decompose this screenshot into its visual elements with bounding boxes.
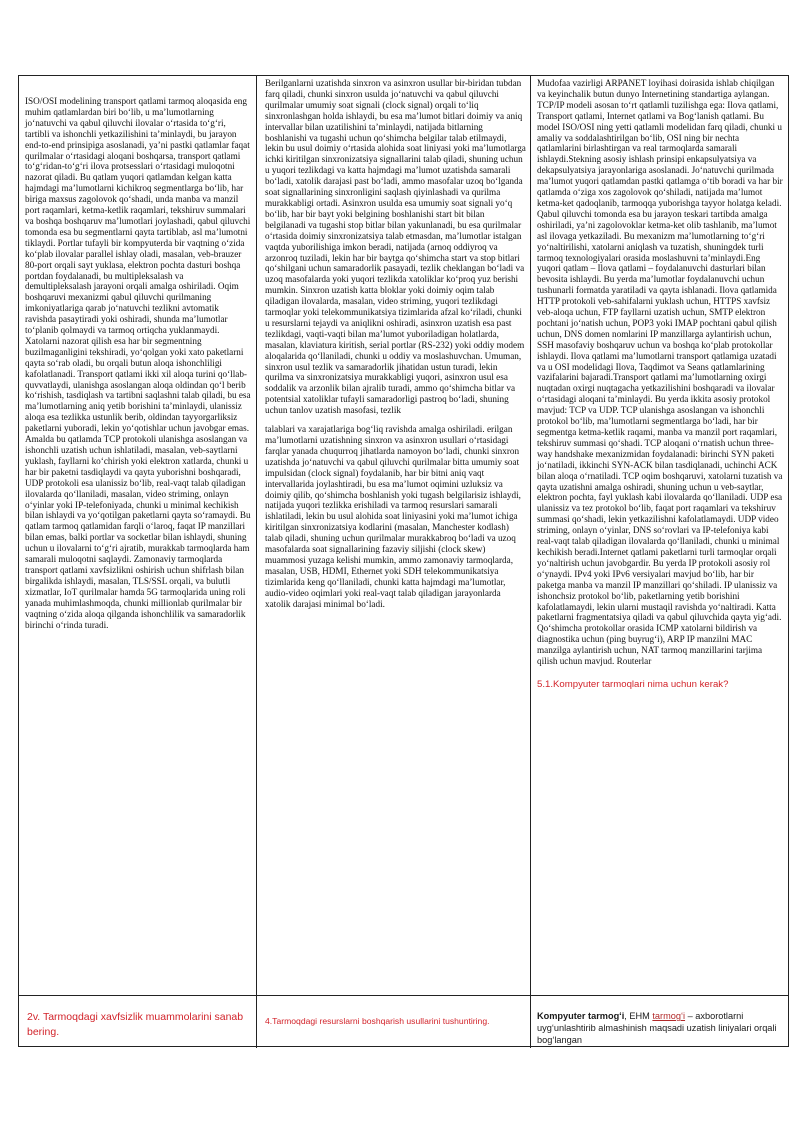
- column-2-text-cell: [257, 76, 531, 996]
- column-1-text-cell: [19, 76, 257, 996]
- sync-async-paragraph-2: talablari va xarajatlariga bogʻliq ravishda amalga oshiriladi. erilgan maʼlumotlarni uzatishning sinxron va asinxron usullari oʻrtasidagi farqlar yanada chuqurroq jihatlarda namoyon boʻladi, chunki sinxron uzatishda joʻnatuvchi va qabul qiluvchi qurilmalar bitta umumiy soat impulsidan (clock signal) foydalanib, har bir bitni aniq vaqt intervallarida joylashtiradi, bu esa maʼlumot oqimini uzluksiz va doimiy qilib, qoʻshimcha boshlanish yoki tugash belgilarisiz ishlaydi, natijada yuqori tezlikka erishiladi va tarmoq resurslari samarali ishlatiladi, lekin bu usul alohida soat liniyasini yoki maʼlumot ichiga kiritilgan sinxronizatsiya kodlarini (masalan, Manchester kodlash) talab qiladi, shuning uchun qurilmalar murakkabroq boʻladi va uzoq masofalarda soat signallarining fazaviy siljishi (clock skew) muammosi yuzaga kelishi mumkin, ammo zamonaviy tarmoqlarda, masalan, USB, HDMI, Ethernet yoki SDH telekommunikatsiya tizimlarida keng qoʻllaniladi, chunki katta hajmdagi maʼlumotlar, audio-video oqimlari yoki real-vaqt talab qiladigan jarayonlarda xatolik darajasi minimal boʻladi.: [265, 424, 521, 609]
- column-3-text-cell: [531, 76, 788, 996]
- answer-sheet-table: [18, 75, 789, 1047]
- question-2-cell: [19, 996, 257, 1048]
- answer-5-1: [531, 996, 788, 1047]
- answer-5-1-cell: [531, 996, 788, 1048]
- answer-mid: , EHM: [624, 1011, 653, 1021]
- answer-rest: – axborotlarni uygʻunlashtirib almashinish maqsadi uzatish liniyalari orqali bogʻlangan: [537, 1011, 777, 1046]
- question-2: 2v. Tarmoqdagi xavfsizlik muammolarini sanab bering.: [27, 1011, 244, 1038]
- answer-term: Kompyuter tarmogʻi: [537, 1011, 625, 1021]
- sync-async-paragraph-1: Berilganlarni uzatishda sinxron va asinxron usullar bir-biridan tubdan farq qiladi, chunki sinxron usulda joʻnatuvchi va qabul qiluvchi qurilmalar umumiy soat signali (clock signal) orqali toʻliq sinxronlashgan holda ishlaydi, bu esa maʼlumot bitlari doimiy va aniq intervallar bilan uzatilishini taʼminlaydi, natijada bitlarning boshlanishi va tugashi uchun qoʻshimcha belgilar talab etilmaydi, lekin bu usul doimiy oʻrtasida alohida soat liniyasi yoki maʼlumotlarga ichki kiritilgan sinxronizatsiya signallarini talab qiladi, shuning uchun u yuqori tezlikdagi va katta hajmdagi maʼlumot uzatishda samarali boʻladi, xatolik darajasi past boʻladi, ammo masofalar uzoq boʻlganda soat signallarining sinxronligini saqlash qiyinlashadi va qurilma murakkabligi ortadi. Asinxron usulda esa umumiy soat signali yoʻq boʻlib, har bir bayt yoki belgining boshlanishi start bit bilan belgilanadi va tugashi stop bitlar bilan yakunlanadi, bu esa qurilmalar oʻrtasida doimiy sinxronizatsiya talab etmasdan, maʼlumotlar istalgan vaqtda yuborilishiga imkon beradi, natijada (arnoq oddiyroq va arzonroq tuziladi, lekin har bir baytga qoʻshimcha start va stop bitlari qoʻshilgani uchun samaradorlik pasayadi, tezlik cheklangan boʻladi va uzoq masofalarda yoki yuqori tezlikda xatoliklar koʻproq yuz berishi mumkin. Sinxron uzatish katta bloklar yoki doimiy oqim talab qiladigan ilovalarda, masalan, video striming, yuqori tezlikdagi tarmoqlar yoki telekommunikatsiya tizimlarida afzal koʻriladi, chunki u resurslarni tejaydi va aniqlikni oshiradi, asinxron uzatish esa past tezlikdagi, vaqti-vaqti bilan maʼlumot yuboriladigan holatlarda, masalan, klaviatura kiritish, serial portlar (RS-232) yoki oddiy modem aloqalarida qoʻllaniladi, chunki u oddiy va moslashuvchan. Umuman, sinxron usul tezlik va samaradorlik jihatidan ustun turadi, lekin qurilma va sinxronizatsiya murakkabligi yuqori, asinxron usul esa soddalik va arzonlik bilan ajralib turadi, ammo qoʻshimcha bitlar va potentsial xatoliklar tufayli samaradorligi pastroq boʻladi, shuning uchun tanlov uzatish masofasi, tezlik: [265, 78, 526, 416]
- tcp-ip-paragraph: Mudofaa vazirligi ARPANET loyihasi doirasida ishlab chiqilgan va keyinchalik butun dunyo Internetining standartiga aylangan. TCP/IP modeli asosan toʻrt qatlamli tuzilishga ega: Ilova qatlami, Transport qatlami, Internet qatlami va Bogʻlanish qatlami. Bu model ISO/OSI ning yetti qatlamli modelidan farq qiladi, chunki u amaliy va soddalashtirilgan boʻlib, OSI ning bir nechta qatlamlarini birlashtirgan va real tarmoqlarda samarali ishlaydi.Stekning asosiy ishlash prinsipi enkapsulyatsiya va dekapsulyatsiya jarayonlariga asoslanadi. Joʻnatuvchi qurilmada maʼlumot yuqori qatlamdan pastki qatlamga oʻtib boradi va har bir qatlamda oʻziga xos zagolovok qoʻshiladi, natijada maʼlumot ketma-ket qadoqlanib, tarmoqqa yuborishga tayyor holatga keladi. Qabul qiluvchi tomonda esa bu jarayon teskari tartibda amalga oshiriladi, yaʼni zagolovoklar ketma-ket olib tashlanib, maʼlumot asl ilovaga yetkaziladi. Bu mexanizm maʼlumotlarning toʻgʻri yoʻnaltirilishi, xatolarni aniqlash va tuzatish, shuningdek turli tarmoq texnologiyalari orasida moslashuvni taʼminlaydi.Eng yuqori qatlam – Ilova qatlami – foydalanuvchi dasturlari bilan bevosita ishlaydi. Bu yerda maʼlumotlar foydalanuvchi uchun tushunarli formatda yaratiladi va qayta ishlanadi. Ilova qatlamida HTTP protokoli veb-sahifalarni yuklash uchun, HTTPS xavfsiz veb-aloqa uchun, FTP fayllarni uzatish uchun, SMTP elektron pochtani joʻnatish uchun, POP3 yoki IMAP pochtani qabul qilish uchun, DNS domen nomlarini IP manzillarga aylantirish uchun, SSH masofaviy boshqaruv uchun va boshqa koʻplab protokollar ishlaydi. Ilova qatlami maʼlumotlarni transport qatlamiga uzatadi va u OSI modelidagi Ilova, Taqdimot va Seans qatlamlarining vazifalarini bajaradi.Transport qatlami maʼlumotlarning oxirgi nuqtadan oxirgi nuqtagacha yetkazilishini boshqaradi va ilovalar oʻrtasidagi aloqani taʼminlaydi. Bu yerda ikkita asosiy protokol mavjud: TCP va UDP. TCP ulanishga asoslangan va ishonchli protokol boʻlib, maʼlumotlarni segmentlarga boʻladi, har bir segmentga ketma-ketlik raqami, manba va manzil port raqamlari, tekshiruv summasi qoʻshadi. TCP aloqani oʻrnatish uchun three-way handshake mexanizmidan foydalanadi: birinchi SYN paketi joʻnatiladi, ikkinchi SYN-ACK bilan tasdiqlanadi, uchinchi ACK bilan aloqa oʻrnatiladi. TCP oqim boshqaruvi, xatolarni tuzatish va qayta uzatishni amalga oshiradi, shuning uchun u veb-saytlar, elektron pochta, fayl yuklash kabi ilovalarda qoʻllaniladi. UDP esa ulanissiz va tez protokol boʻlib, faqat port raqamlari va tekshiruv summasi qoʻshadi, lekin yetkazilishni kafolatlamaydi. UDP video striming, onlayn oʻyinlar, DNS soʻrovlari va IP-telefoniya kabi real-vaqt talab qiladigan ilovalarda qoʻllaniladi, chunki u minimal kechikish beradi.Internet qatlami paketlarni turli tarmoqlar orqali yoʻnaltirish uchun javobgardir. Bu yerda IP protokoli asosiy rol oʻynaydi. IPv4 yoki IPv6 versiyalari mavjud boʻlib, har bir paketga manba va manzil IP manzillari qoʻshiladi. IP ulanissiz va ishonchsiz protokol boʻlib, paketlarning yetib borishini kafolatlamaydi, lekin ularni mustaqil ravishda yoʻnaltiradi. Katta paketlarni fragmentatsiya qiladi va qabul qiluvchida qayta yigʻadi. Qoʻshimcha protokollar orasida ICMP xatolarni bildirish va diagnostika uchun (ping buyrugʻi), ARP IP manzilni MAC manzilga aylantirish uchun, NAT tarmoq manzillarini tarjima qilish uchun mavjud. Routerlar: [537, 78, 783, 667]
- answer-link[interactable]: tarmogʻi: [652, 1011, 686, 1021]
- question-4: 4.Tarmoqdagi resurslarni boshqarish usullarini tushuntiring.: [265, 1016, 490, 1026]
- transport-layer-paragraph: ISO/OSI modelining transport qatlami tarmoq aloqasida eng muhim qatlamlardan biri boʻlib, u maʼlumotlarning joʻnatuvchi va qabul qiluvchi ilovalar oʻrtasida toʻgʻri, tartibli va ishonchli yetkazilishini taʼminlaydi, bu jarayon end-to-end prinsipiga asoslanadi, yaʼni pastki qatlamlar faqat qurilmalar oʻrtasidagi aloqani boshqarsa, transport qatlami toʻgʻridan-toʻgʻri ilova protsesslari oʻrtasidagi muloqotni nazorat qiladi. Bu qatlam yuqori qatlamdan kelgan katta hajmdagi maʼlumotlarni kichikroq segmentlarga boʻlib, har biriga maxsus zagolovok qoʻshadi, unda manba va manzil port raqamlari, ketma-ketlik raqamlari, tekshiruv summalari va boshqa boshqaruv maʼlumotlari joylashadi, qabul qiluvchi tomonda esa bu segmentlarni qayta tartiblab, asl maʼlumotni tiklaydi. Portlar tufayli bir kompyuterda bir vaqtning oʻzida koʻplab ilovalar parallel ishlay oladi, masalan, veb-brauzer 80-port orqali sayt yuklasa, elektron pochta dasturi boshqa portdan foydalanadi, bu multipleksalash va demultipleksalash jarayoni orqali amalga oshiriladi. Oqim boshqaruvi mexanizmi qabul qiluvchi qurilmaning imkoniyatlariga qarab joʻnatuvchi tezlikni avtomatik ravishda pasaytiradi yoki oshiradi, shunda maʼlumotlar toʻplanib qolmaydi va tarmoq ortiqcha yuklanmaydi. Xatolarni nazorat qilish esa har bir segmentning buzilmaganligini tekshiradi, yoʻqolgan yoki xato paketlarni qayta soʻrab oladi, bu orqali butun aloqa ishonchliligi kafolatlanadi. Transport qatlami ikki xil aloqa turini qoʻllab-quvvatlaydi, ulanishga asoslangan aloqa oldindan qoʻl berib koʻrishish, tasdiqlash va tartibni saqlashni talab qiladi, bu esa maʼlumotlarning aniq yetib borishini taʼminlaydi, ulanissiz aloqa esa tezlikka ustunlik berib, oldindan tayyorgarliksiz paketlarni yuboradi, lekin yoʻqotishlar uchun javobgar emas. Amalda bu qatlamda TCP protokoli ulanishga asoslangan va ishonchli uzatish uchun ishlatiladi, masalan, veb-saytlarni yuklash, fayllarni koʻchirish yoki elektron xatlarda, chunki u har bir paketni tasdiqlaydi va qayta yuborishni boshqaradi, UDP protokoli esa ulanissiz boʻlib, real-vaqt talab qiladigan ilovalarda qoʻllaniladi, masalan, video striming, onlayn oʻyinlar yoki IP-telefoniyada, chunki u minimal kechikish bilan ishlaydi va yoʻqotilgan paketlarni qayta soʻramaydi. Bu qatlam tarmoq qatlamidan farqli oʻlaroq, faqat IP manzillari bilan emas, balki portlar va socketlar bilan ishlaydi, shuning uchun u ilovalarni toʻgʻri ajratib, murakkab tarmoqlarda ham samarali muloqotni saqlaydi. Zamonaviy tarmoqlarda transport qatlami xavfsizlikni oshirish uchun shifrlash bilan birgalikda ishlaydi, masalan, TLS/SSL orqali, va bulutli xizmatlar, IoT qurilmalar hamda 5G tarmoqlarida uning roli yanada muhimlashmoqda, chunki millionlab qurilmalar bir vaqtning oʻzida aloqa qilganda ishonchlilik va samaradorlik birinchi oʻrinda turadi.: [25, 96, 251, 630]
- question-4-cell: [257, 996, 531, 1048]
- question-5-1: 5.1.Kompyuter tarmoqlari nima uchun kerak?: [537, 678, 729, 690]
